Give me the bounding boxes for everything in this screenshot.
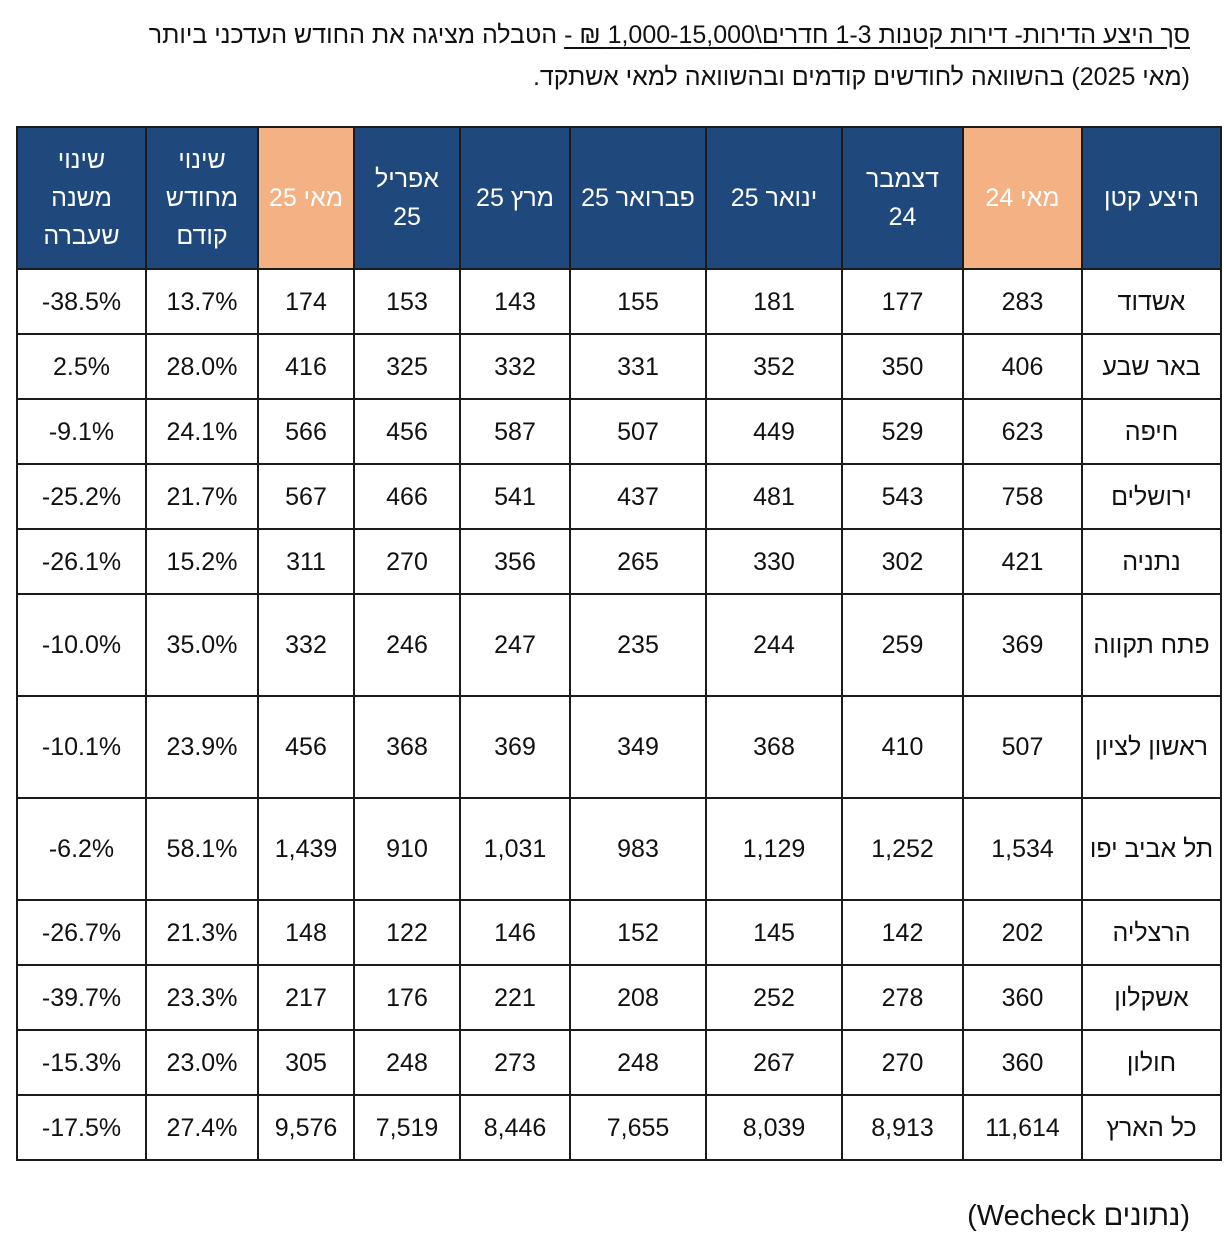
value-cell: 507 [963, 696, 1082, 798]
value-cell: 177 [842, 269, 963, 334]
value-cell: 248 [354, 1030, 460, 1095]
value-cell: 244 [706, 594, 842, 696]
value-cell: 235 [570, 594, 706, 696]
value-cell: 26.7%- [17, 900, 146, 965]
table-row [17, 696, 1221, 798]
value-cell: 270 [842, 1030, 963, 1095]
city-cell: תל אביב יפו [1082, 798, 1221, 900]
table-row [17, 594, 1221, 696]
value-cell: 11,614 [963, 1095, 1082, 1160]
value-cell: 202 [963, 900, 1082, 965]
value-cell: 221 [460, 965, 570, 1030]
title-line-1 [30, 14, 1190, 56]
city-cell: פתח תקווה [1082, 594, 1221, 696]
value-cell: 273 [460, 1030, 570, 1095]
table-row [17, 1030, 1221, 1095]
value-cell: 456 [354, 399, 460, 464]
header-may-25: מאי 25 [258, 127, 354, 269]
value-cell: 148 [258, 900, 354, 965]
value-cell: 145 [706, 900, 842, 965]
value-cell: 421 [963, 529, 1082, 594]
city-cell: אשדוד [1082, 269, 1221, 334]
value-cell: 332 [460, 334, 570, 399]
value-cell: 910 [354, 798, 460, 900]
value-cell: 15.3%- [17, 1030, 146, 1095]
header-dec-24: דצמבר 24 [842, 127, 963, 269]
table-row [17, 334, 1221, 399]
data-source-note: (נתונים Wecheck) [967, 1200, 1190, 1232]
value-cell: 15.2% [146, 529, 258, 594]
value-cell: 248 [570, 1030, 706, 1095]
value-cell: 152 [570, 900, 706, 965]
table-row [17, 900, 1221, 965]
value-cell: 406 [963, 334, 1082, 399]
city-cell: נתניה [1082, 529, 1221, 594]
value-cell: 2.5% [17, 334, 146, 399]
value-cell: 39.7%- [17, 965, 146, 1030]
value-cell: 142 [842, 900, 963, 965]
value-cell: 8,446 [460, 1095, 570, 1160]
header-monthly-change: שינוי מחודש קודם [146, 127, 258, 269]
value-cell: 217 [258, 965, 354, 1030]
value-cell: 325 [354, 334, 460, 399]
value-cell: 356 [460, 529, 570, 594]
value-cell: 270 [354, 529, 460, 594]
city-cell: באר שבע [1082, 334, 1221, 399]
value-cell: 247 [460, 594, 570, 696]
value-cell: 122 [354, 900, 460, 965]
value-cell: 146 [460, 900, 570, 965]
table-row [17, 464, 1221, 529]
header-feb-25: פברואר 25 [570, 127, 706, 269]
value-cell: 8,039 [706, 1095, 842, 1160]
title-underlined-part: סך היצע הדירות- דירות קטנות 1-3 חדרים\1,000-15,000 ₪ - [564, 21, 1190, 49]
city-cell: חולון [1082, 1030, 1221, 1095]
header-mar-25: מרץ 25 [460, 127, 570, 269]
value-cell: 23.9% [146, 696, 258, 798]
value-cell: 26.1%- [17, 529, 146, 594]
value-cell: 587 [460, 399, 570, 464]
value-cell: 24.1% [146, 399, 258, 464]
table-row [17, 1095, 1221, 1160]
table-row [17, 965, 1221, 1030]
header-apr-25: אפריל 25 [354, 127, 460, 269]
value-cell: 153 [354, 269, 460, 334]
value-cell: 155 [570, 269, 706, 334]
value-cell: 1,534 [963, 798, 1082, 900]
value-cell: 259 [842, 594, 963, 696]
header-row [17, 127, 1221, 269]
value-cell: 25.2%- [17, 464, 146, 529]
value-cell: 58.1% [146, 798, 258, 900]
value-cell: 21.3% [146, 900, 258, 965]
value-cell: 283 [963, 269, 1082, 334]
table-row [17, 269, 1221, 334]
value-cell: 6.2%- [17, 798, 146, 900]
value-cell: 1,129 [706, 798, 842, 900]
value-cell: 23.0% [146, 1030, 258, 1095]
value-cell: 9,576 [258, 1095, 354, 1160]
value-cell: 331 [570, 334, 706, 399]
value-cell: 35.0% [146, 594, 258, 696]
value-cell: 38.5%- [17, 269, 146, 334]
city-cell: כל הארץ [1082, 1095, 1221, 1160]
value-cell: 360 [963, 965, 1082, 1030]
value-cell: 449 [706, 399, 842, 464]
value-cell: 305 [258, 1030, 354, 1095]
value-cell: 8,913 [842, 1095, 963, 1160]
city-cell: ירושלים [1082, 464, 1221, 529]
header-yearly-change: שינוי משנה שעברה [17, 127, 146, 269]
value-cell: 28.0% [146, 334, 258, 399]
value-cell: 369 [963, 594, 1082, 696]
value-cell: 1,252 [842, 798, 963, 900]
value-cell: 368 [706, 696, 842, 798]
value-cell: 332 [258, 594, 354, 696]
value-cell: 368 [354, 696, 460, 798]
city-cell: אשקלון [1082, 965, 1221, 1030]
value-cell: 352 [706, 334, 842, 399]
value-cell: 481 [706, 464, 842, 529]
table-row [17, 399, 1221, 464]
value-cell: 416 [258, 334, 354, 399]
city-cell: ראשון לציון [1082, 696, 1221, 798]
value-cell: 983 [570, 798, 706, 900]
value-cell: 543 [842, 464, 963, 529]
value-cell: 181 [706, 269, 842, 334]
value-cell: 567 [258, 464, 354, 529]
value-cell: 174 [258, 269, 354, 334]
value-cell: 437 [570, 464, 706, 529]
header-jan-25: ינואר 25 [706, 127, 842, 269]
value-cell: 23.3% [146, 965, 258, 1030]
value-cell: 541 [460, 464, 570, 529]
value-cell: 302 [842, 529, 963, 594]
value-cell: 7,655 [570, 1095, 706, 1160]
city-cell: חיפה [1082, 399, 1221, 464]
title-line-2: (מאי 2025) בהשוואה לחודשים קודמים ובהשוואה למאי אשתקד. [532, 63, 1190, 91]
value-cell: 360 [963, 1030, 1082, 1095]
value-cell: 208 [570, 965, 706, 1030]
value-cell: 623 [963, 399, 1082, 464]
value-cell: 252 [706, 965, 842, 1030]
value-cell: 1,439 [258, 798, 354, 900]
value-cell: 10.1%- [17, 696, 146, 798]
value-cell: 265 [570, 529, 706, 594]
value-cell: 758 [963, 464, 1082, 529]
value-cell: 466 [354, 464, 460, 529]
value-cell: 278 [842, 965, 963, 1030]
value-cell: 9.1%- [17, 399, 146, 464]
value-cell: 330 [706, 529, 842, 594]
value-cell: 21.7% [146, 464, 258, 529]
value-cell: 7,519 [354, 1095, 460, 1160]
table-row [17, 529, 1221, 594]
value-cell: 566 [258, 399, 354, 464]
value-cell: 1,031 [460, 798, 570, 900]
value-cell: 10.0%- [17, 594, 146, 696]
value-cell: 17.5%- [17, 1095, 146, 1160]
header-may-24: מאי 24 [963, 127, 1082, 269]
table-title [30, 14, 1190, 98]
value-cell: 507 [570, 399, 706, 464]
table-row [17, 798, 1221, 900]
value-cell: 246 [354, 594, 460, 696]
header-city: היצע קטן [1082, 127, 1221, 269]
value-cell: 311 [258, 529, 354, 594]
value-cell: 369 [460, 696, 570, 798]
value-cell: 350 [842, 334, 963, 399]
value-cell: 349 [570, 696, 706, 798]
value-cell: 143 [460, 269, 570, 334]
value-cell: 267 [706, 1030, 842, 1095]
supply-table [16, 126, 1222, 1161]
value-cell: 13.7% [146, 269, 258, 334]
city-cell: הרצליה [1082, 900, 1221, 965]
title-rest-part: הטבלה מציגה את החודש העדכני ביותר [148, 21, 565, 49]
value-cell: 410 [842, 696, 963, 798]
value-cell: 176 [354, 965, 460, 1030]
value-cell: 529 [842, 399, 963, 464]
value-cell: 27.4% [146, 1095, 258, 1160]
value-cell: 456 [258, 696, 354, 798]
